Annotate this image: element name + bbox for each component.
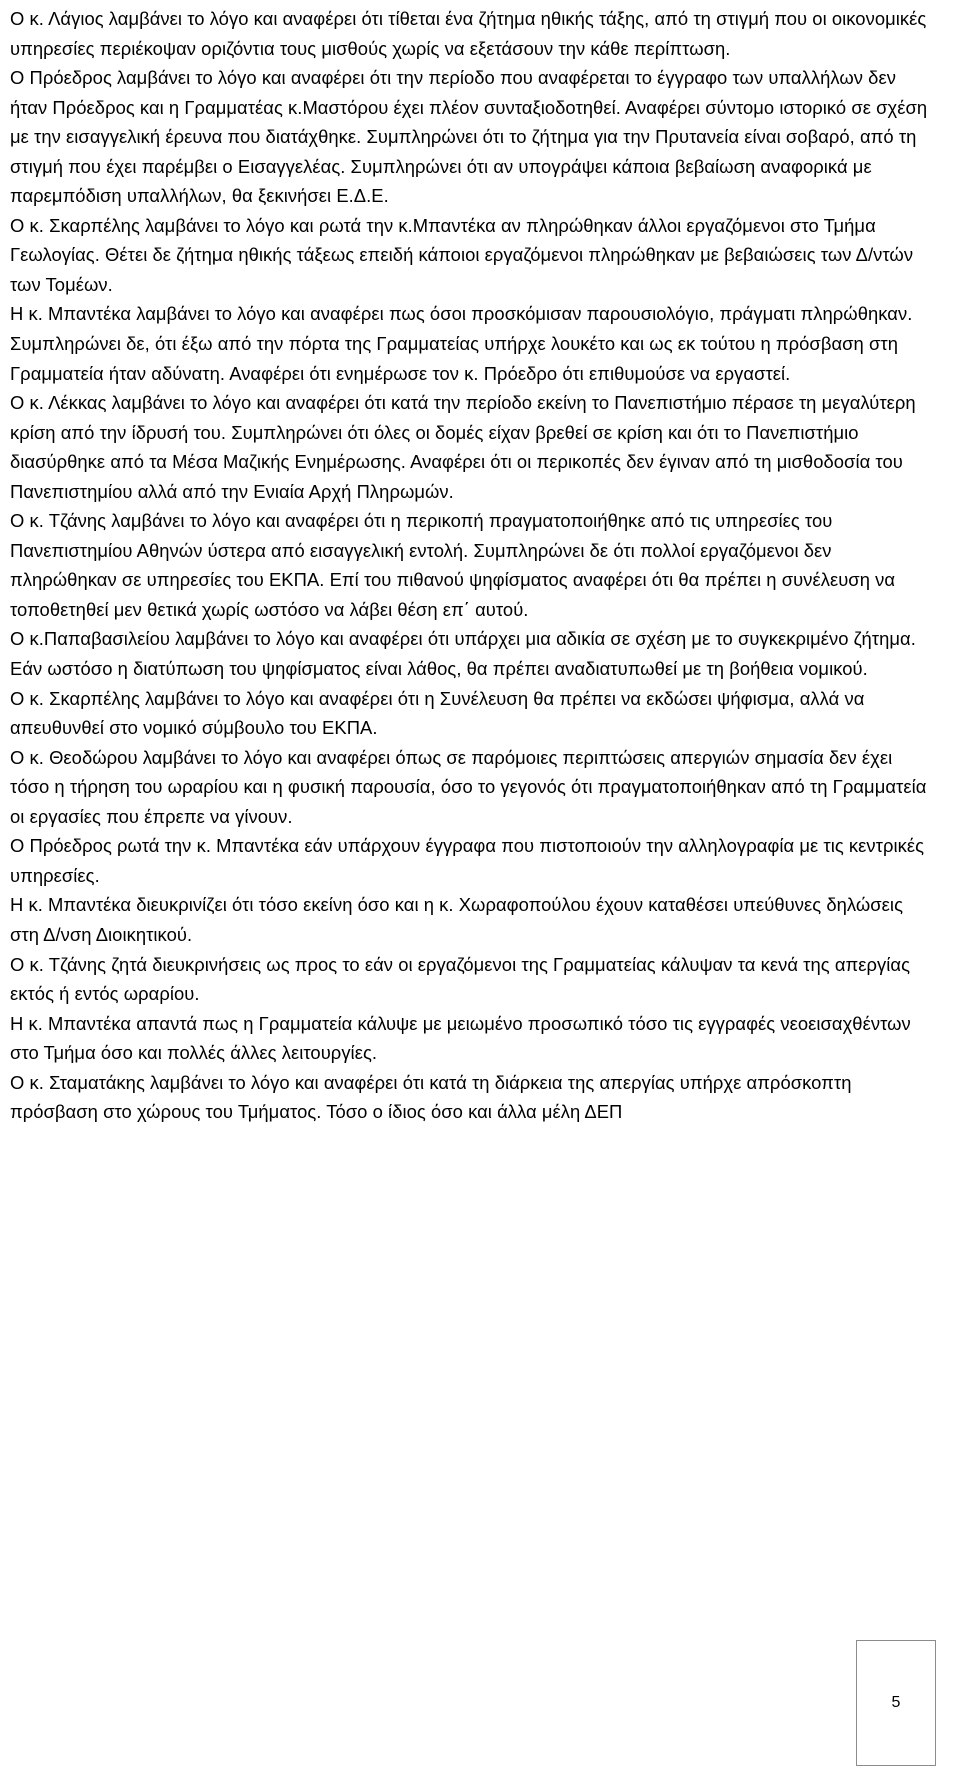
paragraph-theodorou: Ο κ. Θεοδώρου λαμβάνει το λόγο και αναφέρει όπως σε παρόμοιες περιπτώσεις απεργιών σημασία δεν έχει τόσο η τήρηση του ωραρίου και η φυσική παρουσία, όσο το γεγονός ότι πραγματοποιήθηκαν από τη Γραμματεία οι εργασίες που έπρεπε να γίνουν. [10, 746, 927, 827]
paragraph-mpanteka-2: Η κ. Μπαντέκα διευκρινίζει ότι τόσο εκείνη όσο και η κ. Χωραφοπούλου έχουν καταθέσει υπεύθυνες δηλώσεις στη Δ/νση Διοικητικού. [10, 894, 903, 945]
paragraph-mpanteka-3: Η κ. Μπαντέκα απαντά πως η Γραμματεία κάλυψε με μειωμένο προσωπικό τόσο τις εγγραφές νεοεισαχθέντων στο Τμήμα όσο και πολλές άλλες λειτουργίες. [10, 1012, 911, 1064]
paragraph-stamatakis: Ο κ. Σταματάκης λαμβάνει το λόγο και αναφέρει ότι κατά τη διάρκεια της απεργίας υπήρχε απρόσκοπτη πρόσβαση στο χώρους του Τμήματος. Τόσο ο ίδιος όσο και άλλα μέλη ΔΕΠ [10, 1071, 852, 1123]
paragraph-president-1: Ο Πρόεδρος λαμβάνει το λόγο και αναφέρει ότι την περίοδο που αναφέρεται το έγγραφο των υπαλλήλων δεν ήταν Πρόεδρος και η Γραμματέας κ.Μαστόρου έχει πλέον συνταξιοδοτηθεί. Αναφέρει σύντομο ιστορικό σε σχέση με την εισαγγελική έρευνα που διατάχθηκε. Συμπληρώνει ότι το ζήτημα για την Πρυτανεία είναι σοβαρό, από τη στιγμή που έχει παρέμβει ο Εισαγγελέας. Συμπληρώνει ότι αν υπογράψει κάποια βεβαίωση αναφορικά με παρεμπόδιση υπαλλήλων, θα ξεκινήσει Ε.Δ.Ε. [10, 67, 928, 207]
paragraph-papavasileiou: Ο κ.Παπαβασιλείου λαμβάνει το λόγο και αναφέρει ότι υπάρχει μια αδικία σε σχέση με το συγκεκριμένο ζήτημα. Εάν ωστόσο η διατύπωση του ψηφίσματος είναι λάθος, θα πρέπει αναδιατυπωθεί με τη βοήθεια νομικού. [10, 628, 916, 680]
paragraph-tzanis-1: Ο κ. Τζάνης λαμβάνει το λόγο και αναφέρει ότι η περικοπή πραγματοποιήθηκε από τις υπηρεσίες του Πανεπιστημίου Αθηνών ύστερα από εισαγγελική εντολή. Συμπληρώνει δε ότι πολλοί εργαζόμενοι δεν πληρώθηκαν σε υπηρεσίες του ΕΚΠΑ. Επί του πιθανού ψηφίσματος αναφέρει ότι θα πρέπει η συνέλευση να τοποθετηθεί μεν θετικά χωρίς ωστόσο να λάβει θέση επ΄ αυτού. [10, 510, 896, 620]
paragraph-skarpelis-2: Ο κ. Σκαρπέλης λαμβάνει το λόγο και αναφέρει ότι η Συνέλευση θα πρέπει να εκδώσει ψήφισμα, αλλά να απευθυνθεί στο νομικό σύμβουλο του ΕΚΠΑ. [10, 687, 865, 739]
paragraph-tzanis-2: Ο κ. Τζάνης ζητά διευκρινήσεις ως προς το εάν οι εργαζόμενοι της Γραμματείας κάλυψαν τα κενά της απεργίας εκτός ή εντός ωραρίου. [10, 953, 911, 1005]
paragraph-lagios: Ο κ. Λάγιος λαμβάνει το λόγο και αναφέρει ότι τίθεται ένα ζήτημα ηθικής τάξης, από τη στιγμή που οι οικονομικές υπηρεσίες περιέκοψαν οριζόντια τους μισθούς χωρίς να εξετάσουν την κάθε περίπτωση. [10, 8, 927, 59]
paragraph-mpanteka-1: Η κ. Μπαντέκα λαμβάνει το λόγο και αναφέρει πως όσοι προσκόμισαν παρουσιολόγιο, πράγματι πληρώθηκαν. Συμπληρώνει δε, ότι έξω από την πόρτα της Γραμματείας υπήρχε λουκέτο και ως εκ τούτου η πρόσβαση στη Γραμματεία ήταν αδύνατη. Αναφέρει ότι ενημέρωσε τον κ. Πρόεδρο ότι επιθυμούσε να εργαστεί. [10, 303, 913, 384]
page-number: 5 [891, 1694, 901, 1711]
paragraph-lekkas: Ο κ. Λέκκας λαμβάνει το λόγο και αναφέρει ότι κατά την περίοδο εκείνη το Πανεπιστήμιο πέρασε τη μεγαλύτερη κρίση από την ίδρυσή του. Συμπληρώνει ότι όλες οι δομές είχαν βρεθεί σε κρίση και ότι το Πανεπιστήμιο διασύρθηκε από τα Μέσα Μαζικής Ενημέρωσης. Αναφέρει ότι οι περικοπές δεν έγιναν από τη μισθοδοσία του Πανεπιστημίου αλλά από την Ενιαία Αρχή Πληρωμών. [10, 392, 916, 502]
paragraph-president-2: Ο Πρόεδρος ρωτά την κ. Μπαντέκα εάν υπάρχουν έγγραφα που πιστοποιούν την αλληλογραφία με τις κεντρικές υπηρεσίες. [10, 835, 925, 886]
paragraph-skarpelis-1: Ο κ. Σκαρπέλης λαμβάνει το λόγο και ρωτά την κ.Μπαντέκα αν πληρώθηκαν άλλοι εργαζόμενοι στο Τμήμα Γεωλογίας. Θέτει δε ζήτημα ηθικής τάξεως επειδή κάποιοι εργαζόμενοι πληρώθηκαν με βεβαιώσεις των Δ/ντών των Τομέων. [10, 214, 914, 295]
body-text [10, 4, 930, 1127]
page-number-box [856, 1640, 936, 1766]
